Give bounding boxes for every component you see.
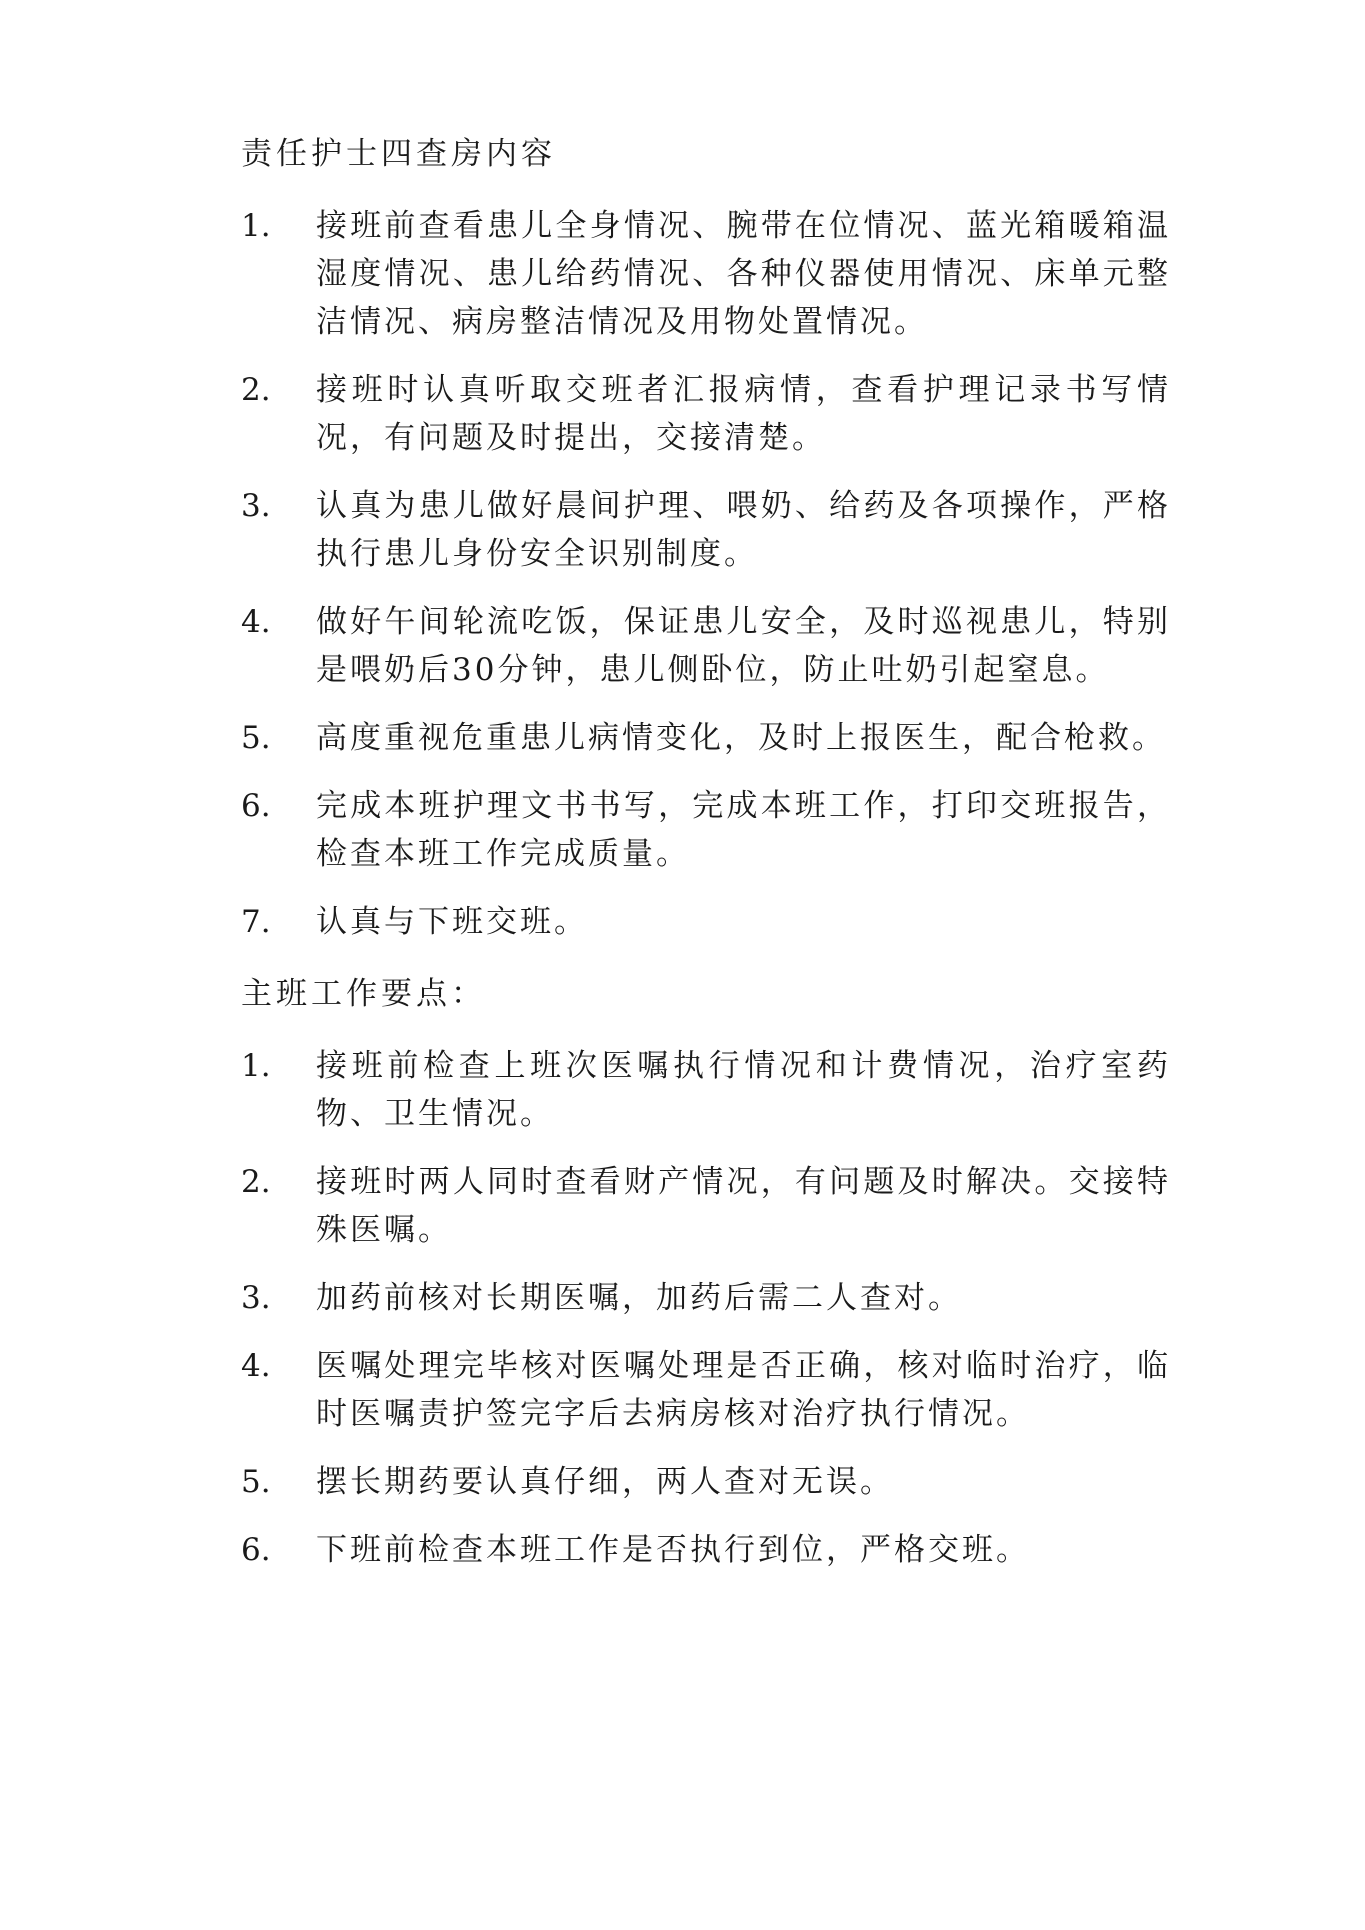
- list-item-number: 2.: [241, 1164, 271, 1200]
- section-title-main-shift: 主班工作要点：: [241, 976, 486, 1012]
- list-item-text: 下班前检查本班工作是否执行到位，严格交班。: [316, 1532, 1030, 1568]
- list-item: [241, 782, 1171, 878]
- list-item-number: 1.: [241, 1048, 271, 1084]
- list-item: [241, 714, 1171, 762]
- list-item-text: 认真与下班交班。: [316, 904, 588, 940]
- rounds-content-list: [241, 202, 1171, 946]
- list-item: [241, 1458, 1171, 1506]
- list-item: [241, 1042, 1171, 1138]
- list-item-text: 摆长期药要认真仔细，两人查对无误。: [316, 1464, 894, 1500]
- list-item: [241, 898, 1171, 946]
- list-item-number: 3.: [241, 1280, 271, 1316]
- list-item-number: 1.: [241, 208, 271, 244]
- list-item-text: 完成本班护理文书书写，完成本班工作，打印交班报告，检查本班工作完成质量。: [316, 788, 1171, 872]
- list-item-text: 接班时认真听取交班者汇报病情，查看护理记录书写情况，有问题及时提出，交接清楚。: [316, 372, 1171, 456]
- list-item-number: 4.: [241, 1348, 271, 1384]
- list-item-text: 医嘱处理完毕核对医嘱处理是否正确，核对临时治疗，临时医嘱责护签完字后去病房核对治疗执行情况。: [316, 1348, 1171, 1432]
- list-item-number: 3.: [241, 488, 271, 524]
- list-item: [241, 1274, 1171, 1322]
- list-item-text: 接班前查看患儿全身情况、腕带在位情况、蓝光箱暖箱温湿度情况、患儿给药情况、各种仪器使用情况、床单元整洁情况、病房整洁情况及用物处置情况。: [316, 208, 1171, 340]
- section-title-rounds: 责任护士四查房内容: [241, 136, 556, 172]
- document-body: [241, 130, 1171, 1598]
- list-item-number: 4.: [241, 604, 271, 640]
- list-item-text: 接班时两人同时查看财产情况，有问题及时解决。交接特殊医嘱。: [316, 1164, 1171, 1248]
- main-shift-points-list: [241, 1042, 1171, 1574]
- list-item-number: 5.: [241, 1464, 271, 1500]
- list-item-number: 5.: [241, 720, 271, 756]
- list-item: [241, 482, 1171, 578]
- list-item-text: 做好午间轮流吃饭，保证患儿安全，及时巡视患儿，特别是喂奶后30分钟，患儿侧卧位，防止吐奶引起窒息。: [316, 604, 1171, 688]
- list-item: [241, 1158, 1171, 1254]
- list-item: [241, 202, 1171, 346]
- list-item-number: 2.: [241, 372, 271, 408]
- list-item-text: 接班前检查上班次医嘱执行情况和计费情况，治疗室药物、卫生情况。: [316, 1048, 1171, 1132]
- list-item-text: 高度重视危重患儿病情变化，及时上报医生，配合枪救。: [316, 720, 1166, 756]
- list-item-number: 7.: [241, 904, 271, 940]
- list-item-number: 6.: [241, 788, 271, 824]
- list-item-text: 加药前核对长期医嘱，加药后需二人查对。: [316, 1280, 962, 1316]
- list-item-number: 6.: [241, 1532, 271, 1568]
- list-item: [241, 366, 1171, 462]
- list-item-text: 认真为患儿做好晨间护理、喂奶、给药及各项操作，严格执行患儿身份安全识别制度。: [316, 488, 1171, 572]
- list-item: [241, 1526, 1171, 1574]
- list-item: [241, 1342, 1171, 1438]
- list-item: [241, 598, 1171, 694]
